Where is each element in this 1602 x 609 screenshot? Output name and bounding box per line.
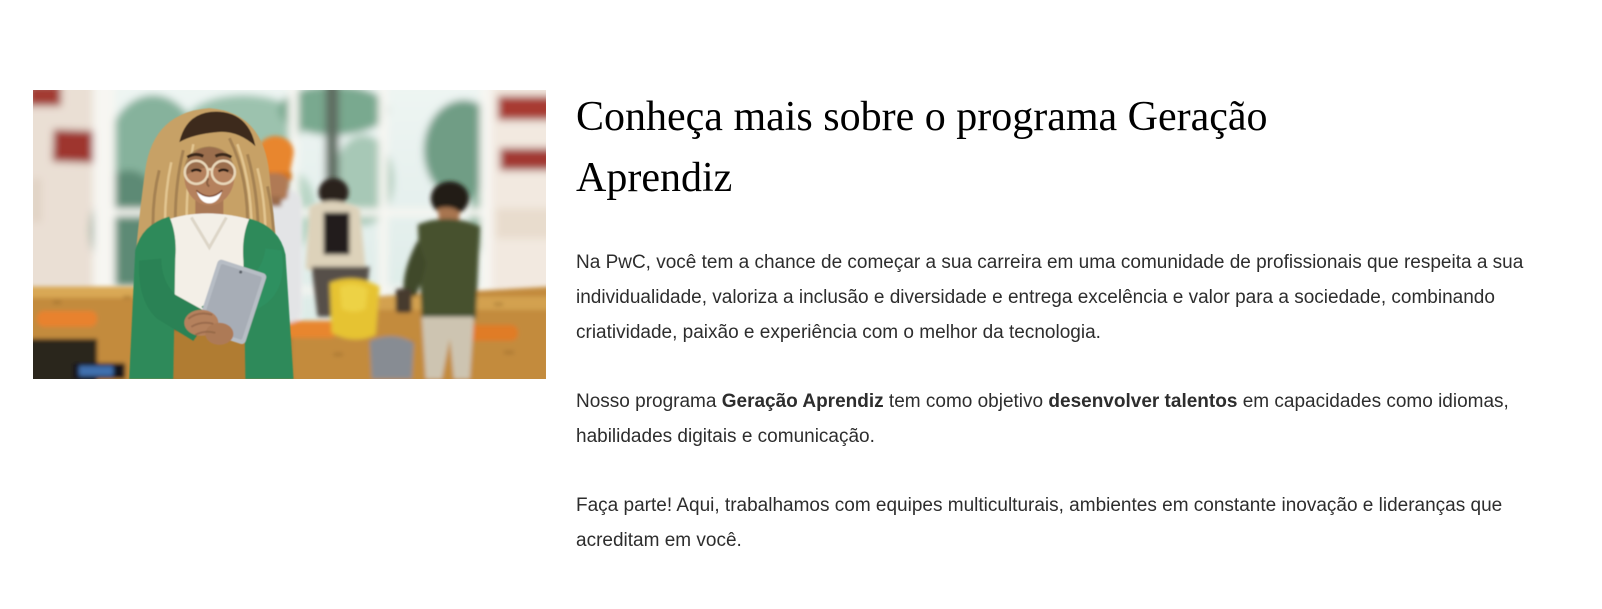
- content-column: [576, 87, 1526, 558]
- program-photo-illustration: [33, 90, 546, 379]
- paragraph-join-text: Faça parte! Aqui, trabalhamos com equipes multiculturais, ambientes em constante inovação e lideranças que acreditam em você.: [576, 495, 1503, 551]
- paragraph-intro-text: Na PwC, você tem a chance de começar a sua carreira em uma comunidade de profissionais que respeita a sua individualidade, valoriza a inclusão e diversidade e entrega excelência e valor para a sociedade, combinando criatividade, paixão e experiência com o melhor da tecnologia.: [576, 252, 1524, 343]
- paragraph-program-text: Nosso programa: [576, 391, 722, 412]
- program-goal-bold: desenvolver talentos: [1048, 391, 1238, 412]
- paragraph-program-text: em capacidades como idiomas, habilidades digitais e comunicação.: [576, 391, 1509, 447]
- paragraph-program-text: tem como objetivo: [883, 391, 1049, 412]
- section-title-line-2: Aprendiz: [576, 155, 733, 201]
- paragraph-intro: [576, 245, 1526, 350]
- paragraph-join: [576, 488, 1526, 558]
- backpack: [370, 336, 414, 379]
- section-title: [576, 87, 1526, 209]
- program-name-bold: Geração Aprendiz: [721, 391, 884, 412]
- hand: [205, 323, 233, 345]
- paragraph-program: [576, 384, 1526, 454]
- program-photo: [33, 90, 546, 379]
- section-title-line-1: Conheça mais sobre o programa Geração: [576, 94, 1268, 140]
